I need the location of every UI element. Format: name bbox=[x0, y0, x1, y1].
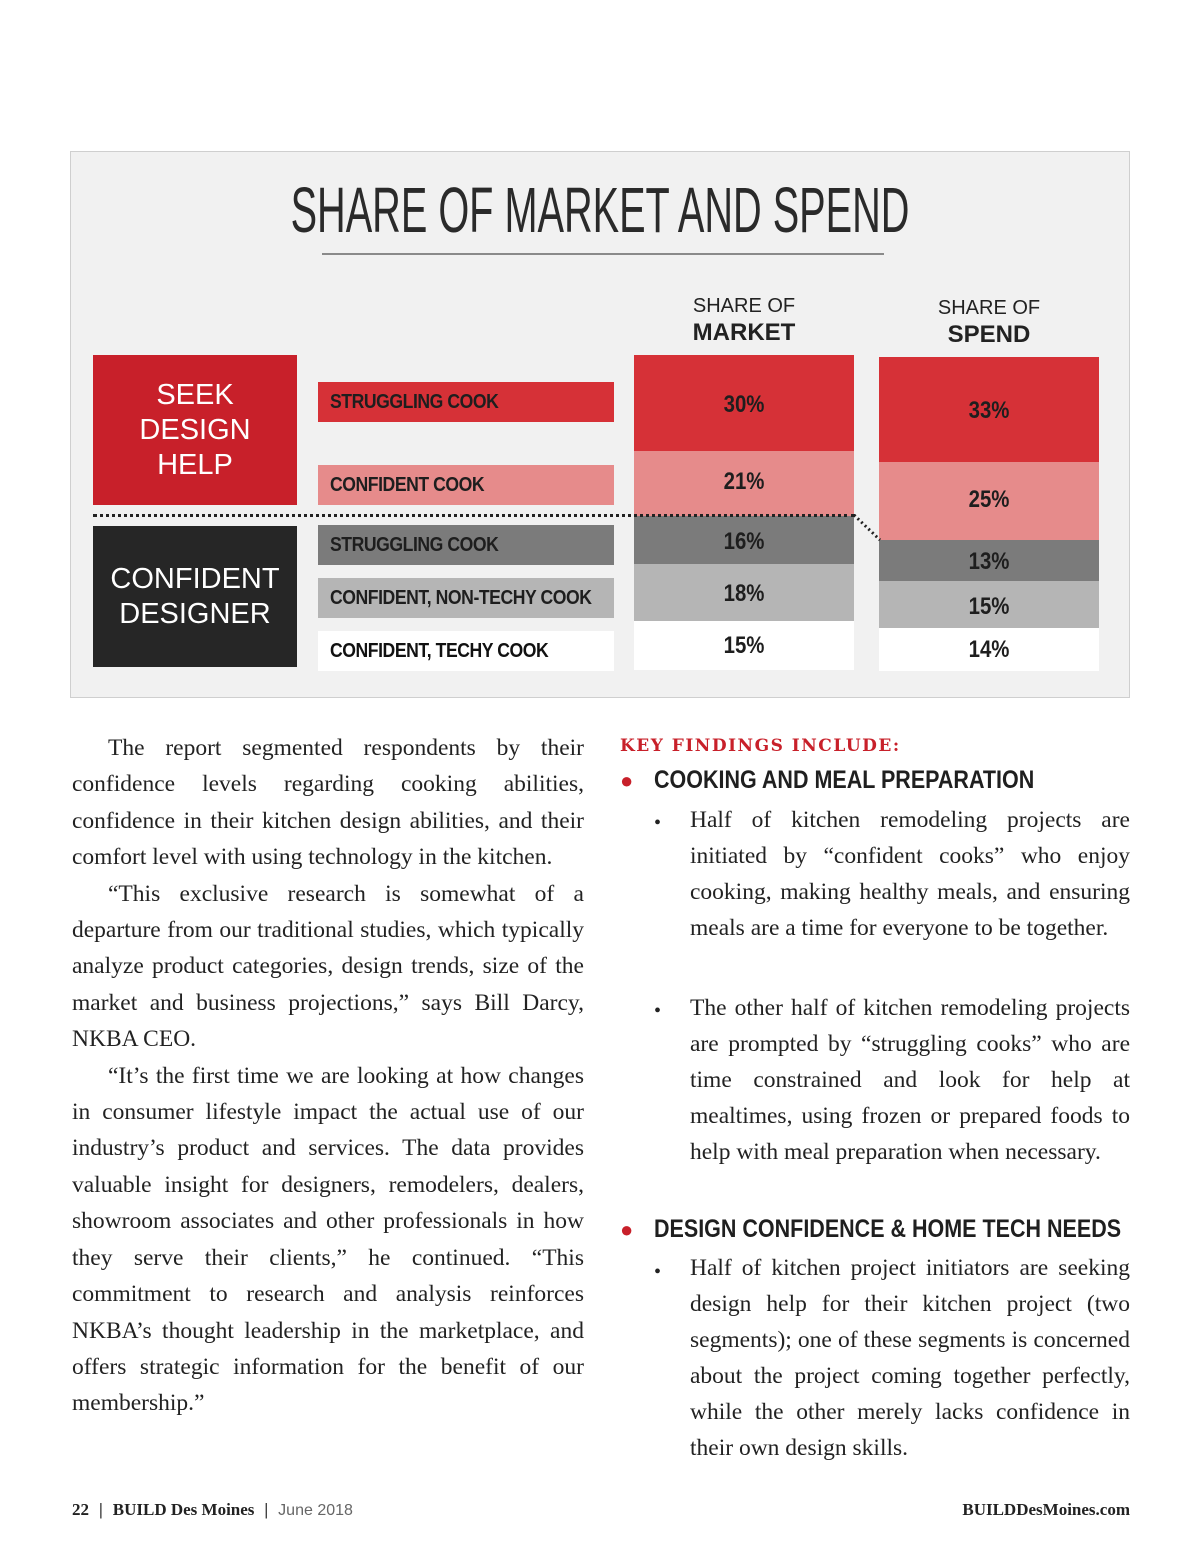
website-link[interactable]: BUILDDesMoines.com bbox=[962, 1500, 1130, 1519]
key-findings-heading: KEY FINDINGS INCLUDE: bbox=[620, 736, 901, 756]
bullet-icon: • bbox=[654, 812, 662, 834]
red-bullet-icon: ● bbox=[620, 768, 634, 793]
group-seek-line2: DESIGN bbox=[139, 413, 251, 446]
bullet-icon: • bbox=[654, 1261, 662, 1283]
spend-header-line1: SHARE OF bbox=[937, 297, 1041, 319]
segment-label-seek-struggling: STRUGGLING COOK bbox=[318, 382, 614, 422]
group-seek-line1: SEEK bbox=[156, 378, 234, 411]
market-cell-conf-nontechy: 18% bbox=[634, 564, 854, 621]
segment-label-conf-nontechy: CONFIDENT, NON-TECHY COOK bbox=[318, 578, 614, 618]
footer-left bbox=[72, 1500, 353, 1520]
spend-cell-conf-techy: 14% bbox=[879, 628, 1099, 671]
market-cell-conf-techy: 15% bbox=[634, 621, 854, 670]
finding-item: Half of kitchen project initiators are seeking design help for their kitchen project (two segments); one of these segments is concerned about the project coming together perfectly, while the other merely lacks confidence in their own design skills. bbox=[690, 1255, 1130, 1461]
finding-section-cooking bbox=[620, 766, 1096, 795]
group-confident-line1: CONFIDENT bbox=[110, 562, 280, 595]
group-confident-designer bbox=[93, 526, 297, 667]
footer-separator: | bbox=[99, 1500, 103, 1519]
footer-website[interactable] bbox=[962, 1500, 1130, 1520]
segment-label-conf-techy: CONFIDENT, TECHY COOK bbox=[318, 631, 614, 671]
market-cell-conf-struggling: 16% bbox=[634, 516, 854, 564]
segment-label-conf-struggling: STRUGGLING COOK bbox=[318, 525, 614, 565]
market-column-header bbox=[634, 294, 854, 348]
spend-cell-seek-struggling: 33% bbox=[879, 357, 1099, 462]
article-left-column bbox=[72, 730, 584, 1422]
spend-cell-conf-nontechy: 15% bbox=[879, 581, 1099, 628]
footer-separator: | bbox=[264, 1500, 269, 1519]
red-bullet-icon: ● bbox=[620, 1217, 634, 1242]
group-seek-line3: HELP bbox=[157, 448, 233, 481]
page-number: 22 bbox=[72, 1500, 89, 1519]
figure-title: SHARE OF MARKET AND SPEND bbox=[290, 174, 910, 246]
publication-name: BUILD Des Moines bbox=[112, 1500, 255, 1519]
group-confident-line2: DESIGNER bbox=[119, 597, 271, 630]
market-cell-seek-confident: 21% bbox=[634, 451, 854, 516]
finding-section-title: COOKING AND MEAL PREPARATION bbox=[654, 766, 1035, 794]
spend-column-header bbox=[879, 296, 1099, 350]
finding-item: Half of kitchen remodeling projects are initiated by “confident cooks” who enjoy cooking, making healthy meals, and ensuring meals are a time for everyone to be together. bbox=[690, 807, 1130, 941]
article-paragraph: The report segmented respondents by their confidence levels regarding cooking abilities, confidence in their kitchen design abilities, and their comfort level with using technology in the kitchen. bbox=[72, 735, 584, 871]
market-cell-seek-struggling: 30% bbox=[634, 355, 854, 451]
group-divider-connector bbox=[853, 514, 883, 544]
market-spend-figure bbox=[70, 151, 1130, 698]
spend-cell-conf-struggling: 13% bbox=[879, 540, 1099, 581]
segment-label-seek-confident: CONFIDENT COOK bbox=[318, 465, 614, 505]
market-header-line2: MARKET bbox=[692, 319, 796, 346]
finding-section-design bbox=[620, 1215, 1197, 1244]
article-paragraph: “It’s the first time we are looking at how changes in consumer lifestyle impact the actual use of our industry’s product and services. The data provides valuable insight for designers, remodelers, dealers, showroom associates and other professionals in how they serve their clients,” he continued. “This commitment to research and analysis reinforces NKBA’s thought leadership in the marketplace, and offers strategic information for the benefit of our membership.” bbox=[72, 1062, 584, 1417]
finding-section-title: DESIGN CONFIDENCE & HOME TECH NEEDS bbox=[654, 1215, 1122, 1243]
group-seek-design-help bbox=[93, 355, 297, 505]
spend-header-line2: SPEND bbox=[947, 321, 1031, 348]
group-divider-line bbox=[93, 514, 855, 517]
issue-date: June 2018 bbox=[278, 1502, 353, 1519]
finding-item: The other half of kitchen remodeling projects are prompted by “struggling cooks” who are time constrained and look for help at mealtimes, using frozen or prepared foods to help with meal preparation when necessary. bbox=[690, 995, 1130, 1165]
article-paragraph: “This exclusive research is somewhat of a departure from our traditional studies, which typically analyze product categories, design trends, size of the market and business projections,” says Bill Darcy, NKBA CEO. bbox=[72, 880, 584, 1053]
title-underline bbox=[322, 253, 884, 255]
bullet-icon: • bbox=[654, 1000, 662, 1022]
spend-cell-seek-confident: 25% bbox=[879, 462, 1099, 540]
market-header-line1: SHARE OF bbox=[692, 295, 796, 317]
